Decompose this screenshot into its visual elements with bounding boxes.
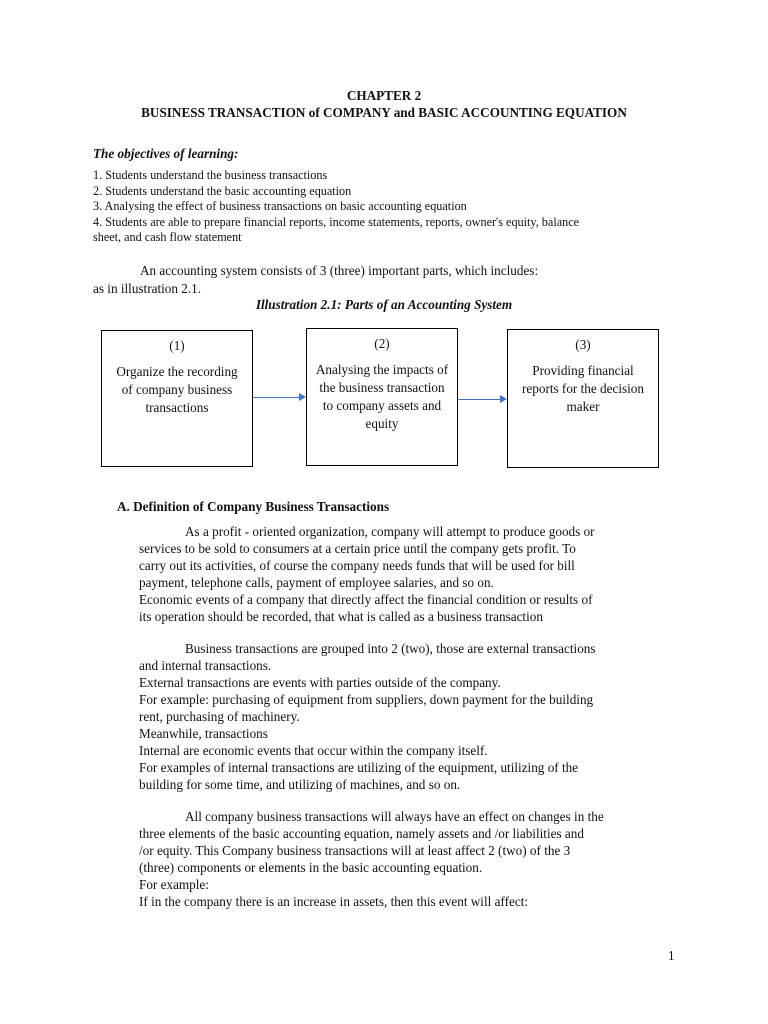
paragraph-line: /or equity. This Company business transactions will at least affect 2 (two) of the 3: [139, 843, 571, 858]
objectives-title: The objectives of learning:: [93, 146, 239, 161]
objective-item: sheet, and cash flow statement: [93, 230, 242, 245]
objective-item: 2. Students understand the basic accounting equation: [93, 183, 352, 198]
paragraph-line: If in the company there is an increase in assets, then this event will affect:: [139, 894, 529, 909]
flow-arrow-2: [458, 399, 501, 400]
section-a-paragraph-2: [139, 640, 675, 793]
paragraph-line: carry out its activities, of course the company needs funds that will be used for bill: [139, 558, 575, 573]
paragraph-line: All company business transactions will always have an effect on changes in the: [185, 809, 604, 824]
arrow-head-icon: [299, 393, 306, 401]
paragraph-line: Internal are economic events that occur within the company itself.: [139, 743, 488, 758]
page-number: 1: [668, 948, 675, 963]
paragraph-line: building for some time, and utilizing of machines, and so on.: [139, 777, 461, 792]
section-a-heading: A. Definition of Company Business Transactions: [117, 499, 390, 514]
paragraph-line: For example: purchasing of equipment from suppliers, down payment for the building: [139, 692, 594, 707]
paragraph-line: For example:: [139, 877, 209, 892]
intro-line-2: as in illustration 2.1.: [93, 281, 202, 296]
process-box-1: [101, 330, 253, 467]
box-number: (2): [374, 336, 390, 351]
objectives-list: [93, 168, 693, 246]
paragraph-line: Economic events of a company that directly affect the financial condition or results of: [139, 592, 593, 607]
paragraph-line: Meanwhile, transactions: [139, 726, 268, 741]
process-box-2: [306, 328, 458, 466]
paragraph-line: its operation should be recorded, that what is called as a business transaction: [139, 609, 543, 624]
box-text: Analysing the impacts of the business transaction to company assets and equity: [315, 362, 449, 431]
box-text: Providing financial reports for the decision maker: [522, 363, 644, 414]
paragraph-line: services to be sold to consumers at a certain price until the company gets profit. To: [139, 541, 576, 556]
paragraph-line: rent, purchasing of machinery.: [139, 709, 300, 724]
chapter-label: CHAPTER 2: [346, 88, 422, 103]
paragraph-line: and internal transactions.: [139, 658, 272, 673]
chapter-title: BUSINESS TRANSACTION of COMPANY and BASIC ACCOUNTING EQUATION: [141, 105, 627, 120]
paragraph-line: For examples of internal transactions are utilizing of the equipment, utilizing of the: [139, 760, 579, 775]
paragraph-line: payment, telephone calls, payment of employee salaries, and so on.: [139, 575, 494, 590]
intro-line-1: An accounting system consists of 3 (three) important parts, which includes:: [140, 263, 539, 278]
flow-arrow-1: [253, 397, 300, 398]
section-a-paragraph-1: [139, 523, 675, 625]
paragraph-line: Business transactions are grouped into 2 (two), those are external transactions: [185, 641, 596, 656]
objective-item: 3. Analysing the effect of business transactions on basic accounting equation: [93, 199, 467, 214]
box-text: Organize the recording of company business transactions: [116, 364, 238, 415]
box-number: (1): [169, 338, 185, 353]
box-number: (3): [575, 337, 591, 352]
objective-item: 1. Students understand the business transactions: [93, 168, 328, 182]
paragraph-line: As a profit - oriented organization, company will attempt to produce goods or: [185, 524, 595, 539]
section-a-paragraph-3: [139, 808, 675, 910]
paragraph-line: (three) components or elements in the basic accounting equation.: [139, 860, 483, 875]
objective-item: 4. Students are able to prepare financial reports, income statements, reports, owner's equity, balance: [93, 214, 580, 229]
arrow-head-icon: [500, 395, 507, 403]
paragraph-line: External transactions are events with parties outside of the company.: [139, 675, 501, 690]
paragraph-line: three elements of the basic accounting equation, namely assets and /or liabilities and: [139, 826, 584, 841]
process-box-3: [507, 329, 659, 468]
illustration-caption: Illustration 2.1: Parts of an Accounting System: [255, 297, 513, 312]
